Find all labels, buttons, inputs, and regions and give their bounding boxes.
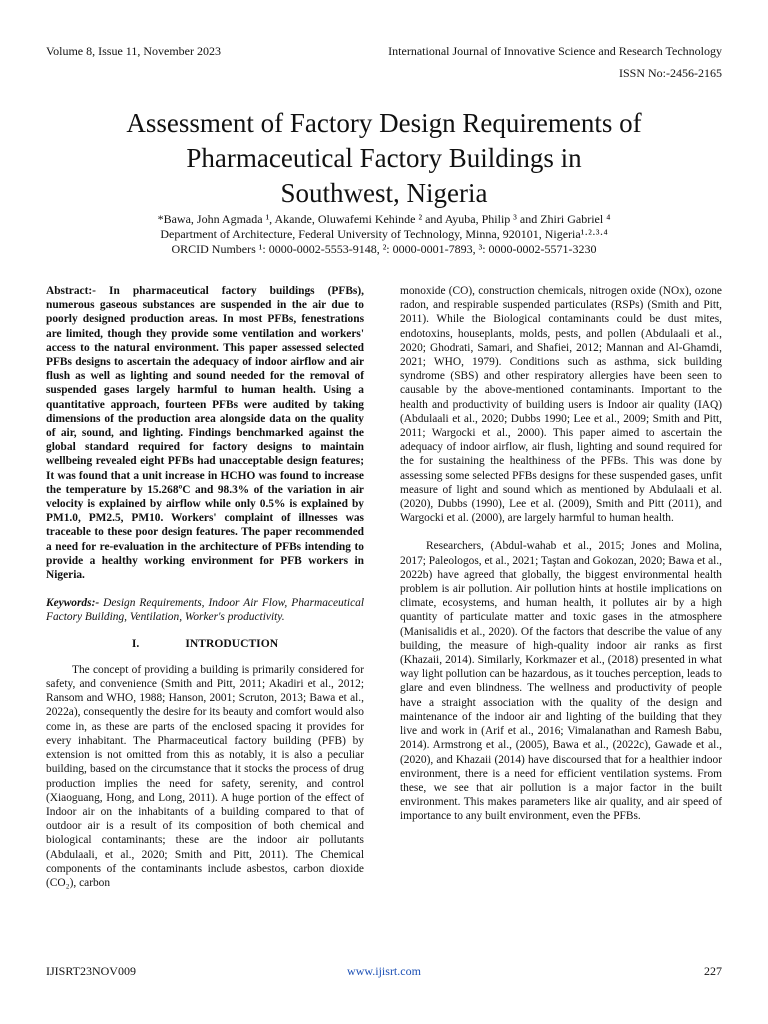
author-orcid: ORCID Numbers ¹: 0000-0002-5553-9148, ²: 0000-0001-7893, ³: 0000-0002-5571-3230 bbox=[171, 242, 597, 256]
title-line: Southwest, Nigeria bbox=[280, 178, 488, 209]
abstract-text: Abstract:- In pharmaceutical factory buildings (PFBs), numerous gaseous substances are suspended in the air due to poorly designed production areas. In most PFBs, fenestrations are limited, though they provide some ventilation and workers' access to the natural environment. This paper assessed selected PFBs designs to ascertain the adequacy of indoor airflow and air flush as well as lighting and sound needed for the removal of suspended gases largely harmful to human health. Using a quantitative approach, fourteen PFBs were audited by taking dimensions of the production area alongside data on the quality of air, sound, and lighting. Findings benchmarked against the global standard required for factory designs to maintain wellbeing revealed eight PFBs had unacceptable design features; It was found that a unit increase in HCHO was found to increase the temperature by 15.268ºC and 98.3% of the variation in air velocity is explained by airflow while only 0.5% is explained by PM1.0, PM2.5, PM10. Workers' complaint of illnesses was traceable to these poor design features. The paper recommended a need for re-evaluation in the architecture of PFBs intending to provide a healthy working environment for PFB workers in Nigeria. bbox=[46, 285, 364, 582]
title-line: Assessment of Factory Design Requirements of bbox=[126, 108, 642, 139]
section-title: INTRODUCTION bbox=[185, 636, 279, 650]
page-number: 227 bbox=[704, 964, 722, 978]
section-number: I. bbox=[131, 636, 140, 650]
paper-title bbox=[60, 106, 708, 211]
running-header-journal: International Journal of Innovative Science and Research Technology bbox=[388, 44, 722, 58]
issn-number: ISSN No:-2456-2165 bbox=[618, 66, 722, 80]
body-paragraph: Researchers, (Abdul-wahab et al., 2015; Jones and Molina, 2017; Paleologos, et al., 2021; Taştan and Gokozan, 2020; Bawa et al., 2022b) have agreed that globally, the biggest environmental health problem is air pollution. Air pollution hints at hostile implications on climate, ecosystems, and human health, it pollutes air by a high quantity of particulate matter and toxic gases in the atmosphere (Manisalidis et al., 2020). Of the factors that describe the value of any building, the measure of high-quality indoor air ranks as first (Khazaii, 2014). Similarly, Korkmazer et al., (2018) presented in what way light pollution can be hazardous, as it touches perception, leads to glare and even blindness. The wellness and productivity of people have a straight association with the quality of the design and maintenance of the indoor air and lighting of the building that they live and work in (Arif et al., 2016; Vimalanathan and Ramesh Babu, 2014). Armstrong et al., (2005), Bawa et al., (2022c), Gawade et al., (2020), and Khazaii (2014) have discoursed that for a healthier indoor environment, there is a need for efficient ventilation systems. From these, we see that air pollution is a major factor in the built environment. This makes parameters like air quality, and air speed of importance to any built environment, even the PFBs. bbox=[400, 540, 722, 823]
section-heading bbox=[46, 637, 364, 651]
running-header-volume: Volume 8, Issue 11, November 2023 bbox=[46, 44, 221, 58]
author-block bbox=[40, 212, 728, 257]
title-line: Pharmaceutical Factory Buildings in bbox=[186, 143, 582, 174]
keywords-text: Design Requirements, Indoor Air Flow, Pharmaceutical Factory Building, Ventilation, Worker's productivity. bbox=[46, 597, 364, 624]
footer-paper-id: IJISRT23NOV009 bbox=[46, 964, 136, 978]
footer-website-link[interactable]: www.ijisrt.com bbox=[347, 964, 421, 978]
body-paragraph: monoxide (CO), construction chemicals, nitrogen oxide (NOx), ozone radon, and respirable suspended particulates (RSPs) (Smith and Pitt, 2011). While the Biological contaminants could be dust mites, endotoxins, houseplants, molds, pests, and pollen (Abdulaali et al., 2020; Ghodrati, Samari, and Shafiei, 2012; Mannan and Al-Ghamdi, 2021; WHO, 1979). Conditions such as asthma, sick building syndrome (SBS) and other respiratory allergies have been seen to causable by the above-mentioned contaminants. Important to the health and productivity of building users is Indoor air quality (IAQ) (Abdulaali et al., 2020; Dubbs 1990; Lee et al., 2009; Smith and Pitt, 2011; Wargocki et al., 2000). This paper aimed to ascertain the adequacy of indoor airflow, air flush, lighting and sound required for the for sustaining the healthiness of the PFBs. This was done by assessing some selected PFBs designs for these suspended gases, unfit measure of light and sound which as mentioned by Abdulaali et al. (2020), Dubbs (1990), Lee et al. (2009), Smith and Pitt (2011), and Wargocki et al. (2000), are largely harmful to human health. bbox=[400, 285, 722, 525]
author-names: *Bawa, John Agmada ¹, Akande, Oluwafemi Kehinde ² and Ayuba, Philip ³ and Zhiri Gabriel ⁴ bbox=[157, 212, 611, 226]
intro-paragraph: The concept of providing a building is primarily considered for safety, and convenience (Smith and Pitt, 2011; Akadiri et al., 2012; Ransom and WHO, 1988; Hanson, 2001; Scruton, 2013; Bawa et al., 2022a), consequently the desire for its beauty and comfort would also come in, as these are parts of the enclosed spacing it provides for every inhabitant. The Pharmaceutical factory building (PFB) by extension is not omitted from this as notably, it is also a peculiar building, based on the circumstance that it stocks the process of drug production implies the need for safety, serenity, and control (Xiaoguang, Hong, and Long, 2011). A huge portion of the effect of Indoor air on the inhabitants of a building compared to that of outdoor air is a result of its composition of both chemical and biological contaminants; these are the indoor air pollutants (Abdulaali, et al., 2020; Smith and Pitt, 2011). The Chemical components of the contaminants include asbestos, carbon dioxide (CO₂), carbon bbox=[46, 663, 364, 889]
keywords-label: Keywords:- bbox=[46, 597, 100, 610]
left-column bbox=[46, 284, 364, 890]
keywords bbox=[46, 596, 364, 624]
right-column bbox=[400, 284, 722, 824]
author-affiliation: Department of Architecture, Federal University of Technology, Minna, 920101, Nigeria¹·²·³·⁴ bbox=[160, 227, 608, 241]
